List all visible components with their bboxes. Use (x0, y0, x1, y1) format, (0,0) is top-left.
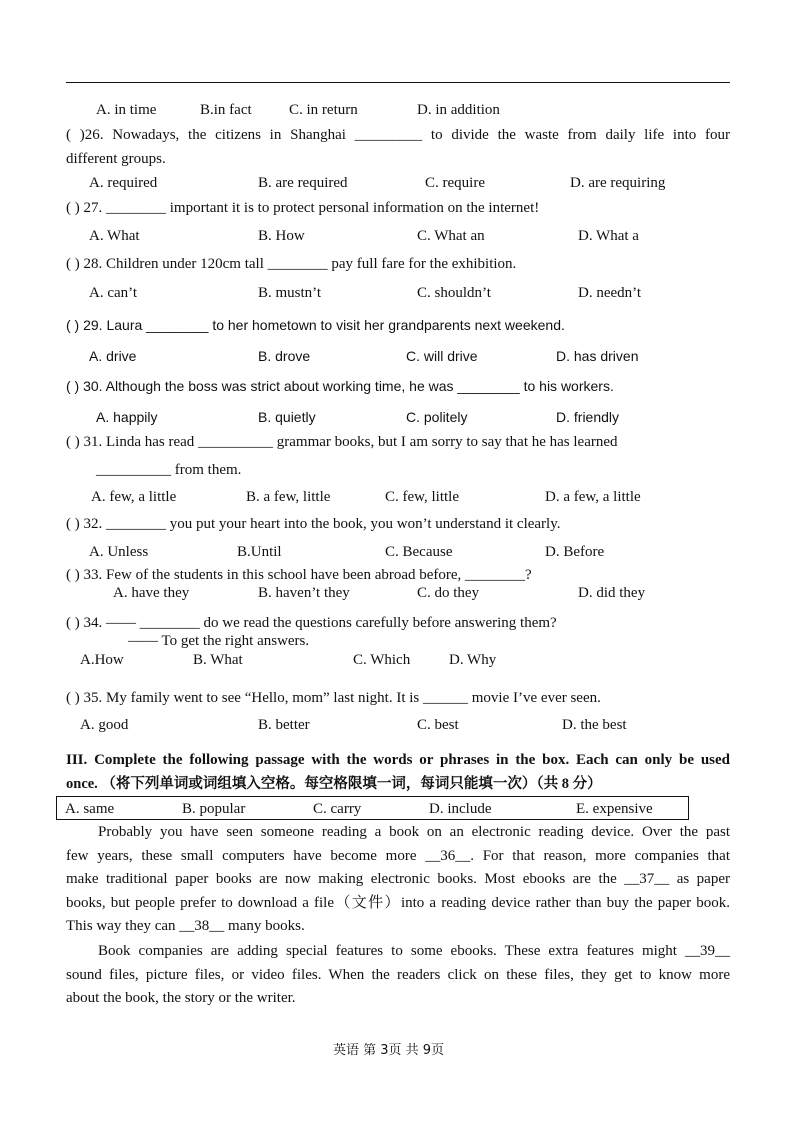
word-box-item: D. include (429, 801, 492, 817)
section-heading-line1: III. Complete the following passage with the words or phrases in the box. Each can only be used (66, 752, 730, 768)
question-stem: ( ) 33. Few of the students in this school have been abroad before, ________? (66, 567, 532, 583)
option-d: D. in addition (417, 102, 500, 118)
option-b: B. better (258, 717, 310, 733)
option-b: B. haven’t they (258, 585, 350, 601)
option-c: C. do they (417, 585, 480, 601)
option-b: B. What (193, 652, 243, 668)
question-stem: ( )26. Nowadays, the citizens in Shanghai _________ to divide the waste from daily life into four (66, 127, 730, 143)
option-c: C. will drive (406, 348, 478, 364)
option-b: B. are required (258, 175, 348, 191)
option-b: B. How (258, 228, 305, 244)
header-rule (66, 82, 730, 83)
passage-line: Probably you have seen someone reading a book on an electronic reading device. Over the past (98, 824, 730, 840)
passage-line: books, but people prefer to download a file（文件）into a reading device rather than buy the paper book. (66, 894, 730, 911)
option-c: C. What an (417, 228, 485, 244)
question-stem-cont: different groups. (66, 151, 166, 167)
question-stem: ( ) 29. Laura ________ to her hometown to visit her grandparents next weekend. (66, 317, 565, 333)
word-box-item: C. carry (313, 801, 362, 817)
question-stem-cont: __________ from them. (96, 462, 242, 478)
option-a: A. few, a little (91, 489, 177, 505)
passage-paragraph-1 (66, 821, 730, 939)
option-a: A. required (89, 175, 158, 191)
option-a: A. Unless (89, 544, 149, 560)
option-a: A. What (89, 228, 140, 244)
section-heading-line2: once. （将下列单词或词组填入空格。每空格限填一词，每词只能填一次）（共 8 分） (66, 776, 602, 792)
option-b: B.Until (237, 544, 282, 560)
passage-line: about the book, the story or the writer. (66, 990, 296, 1007)
option-a: A. drive (89, 348, 137, 364)
option-b: B. drove (258, 348, 311, 364)
option-a: A. in time (96, 102, 157, 118)
option-c: C. politely (406, 409, 468, 425)
option-c: C. in return (289, 102, 358, 118)
question-stem: ( ) 34. —— ________ do we read the questions carefully before answering them? (66, 615, 557, 631)
option-d: D. are requiring (570, 175, 666, 191)
question-stem: ( ) 32. ________ you put your heart into the book, you won’t understand it clearly. (66, 516, 561, 532)
option-d: D. did they (578, 585, 646, 601)
option-b: B. quietly (258, 409, 316, 425)
page-footer: 英语 第 3页 共 9页 (333, 1043, 445, 1058)
option-d: D. Before (545, 544, 605, 560)
option-c: C. Because (385, 544, 453, 560)
option-d: D. What a (578, 228, 639, 244)
passage-line: make traditional paper books are now making electronic books. Most ebooks are the __37__ as paper (66, 871, 730, 888)
option-d: D. a few, a little (545, 489, 641, 505)
option-a: A. can’t (89, 285, 138, 301)
option-d: D. the best (562, 717, 627, 733)
word-box-item: E. expensive (576, 801, 653, 817)
option-c: C. shouldn’t (417, 285, 491, 301)
option-d: D. needn’t (578, 285, 642, 301)
option-c: C. Which (353, 652, 411, 668)
passage-line: Book companies are adding special features to some ebooks. These extra features might __39__ (98, 943, 730, 959)
option-d: D. has driven (556, 348, 639, 364)
question-stem: ( ) 28. Children under 120cm tall ________ pay full fare for the exhibition. (66, 256, 517, 272)
dialogue-answer: —— To get the right answers. (128, 633, 310, 649)
passage-line: sound files, picture files, or video files. When the readers click on these files, they get to know more (66, 966, 730, 983)
option-c: C. few, little (385, 489, 460, 505)
question-stem: ( ) 35. My family went to see “Hello, mom” last night. It is ______ movie I’ve ever seen. (66, 690, 601, 706)
option-c: C. require (425, 175, 485, 191)
question-stem: ( ) 27. ________ important it is to protect personal information on the internet! (66, 200, 540, 216)
passage-paragraph-2 (66, 940, 730, 1011)
option-a: A. happily (96, 409, 158, 425)
option-b: B.in fact (200, 102, 252, 118)
option-a: A. good (80, 717, 129, 733)
option-b: B. a few, little (246, 489, 331, 505)
word-box-item: A. same (65, 801, 115, 817)
option-b: B. mustn’t (258, 285, 322, 301)
question-stem: ( ) 31. Linda has read __________ grammar books, but I am sorry to say that he has learned (66, 434, 618, 450)
option-d: D. friendly (556, 409, 620, 425)
passage-line: few years, these small computers have become more __36__. For that reason, more companies that (66, 847, 730, 864)
option-a: A.How (80, 652, 124, 668)
question-stem: ( ) 30. Although the boss was strict about working time, he was ________ to his workers. (66, 378, 614, 394)
word-box-item: B. popular (182, 801, 246, 817)
option-d: D. Why (449, 652, 497, 668)
option-c: C. best (417, 717, 459, 733)
option-a: A. have they (113, 585, 190, 601)
passage-line: This way they can __38__ many books. (66, 918, 305, 935)
